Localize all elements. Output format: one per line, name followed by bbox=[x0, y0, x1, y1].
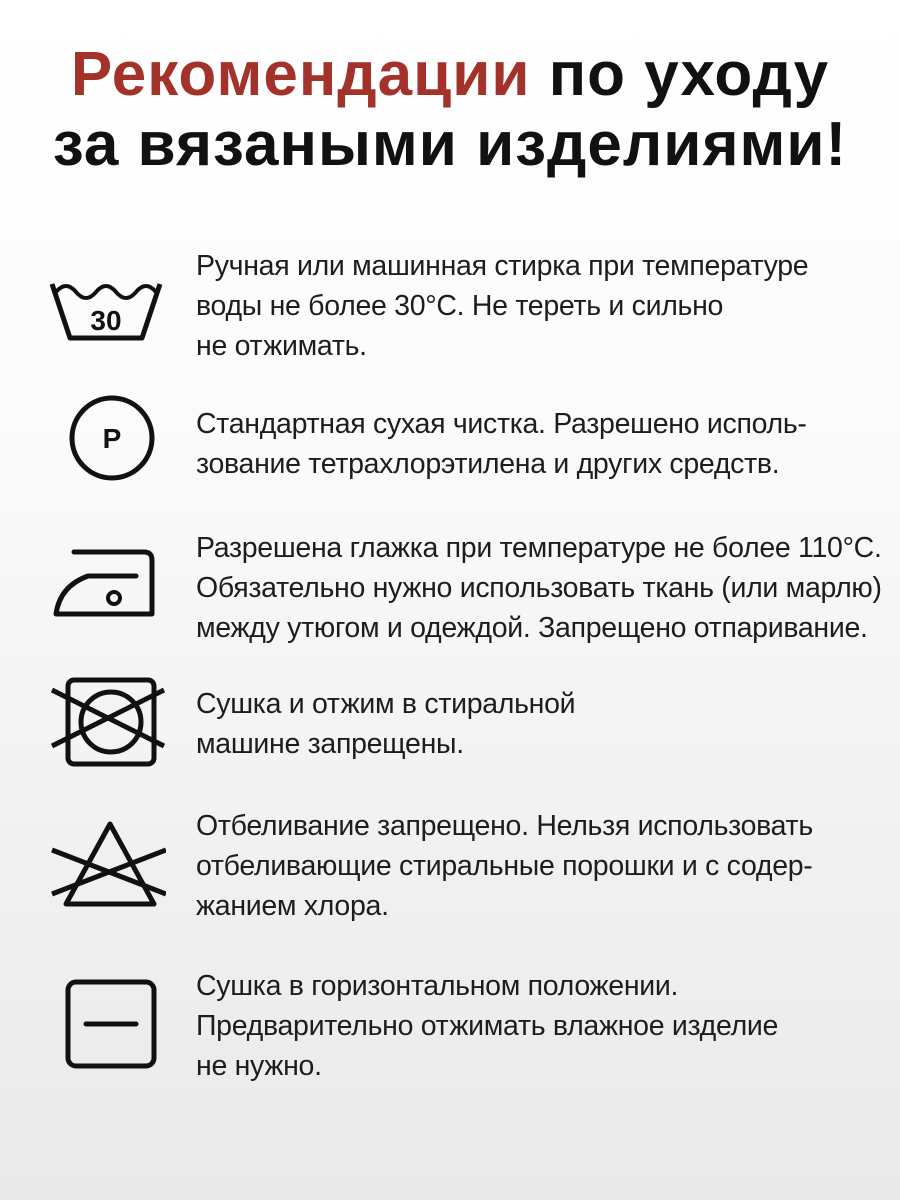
title-accent: Рекомендации bbox=[70, 40, 531, 109]
care-text-dry-flat bbox=[196, 966, 876, 1086]
no-tumble-dry-icon bbox=[46, 676, 166, 776]
dry-flat-icon bbox=[46, 976, 166, 1076]
washing-30-label: 30 bbox=[90, 305, 122, 336]
washing-30-icon bbox=[46, 260, 166, 360]
dry-clean-p-label: P bbox=[102, 423, 122, 454]
care-text-iron bbox=[196, 528, 882, 648]
care-line: Сушка и отжим в стиральной bbox=[196, 688, 576, 720]
care-text-dry-clean bbox=[196, 404, 876, 484]
care-line: машине запрещены. bbox=[196, 728, 464, 760]
care-line: не отжимать. bbox=[196, 330, 367, 362]
no-bleach-icon-svg bbox=[46, 820, 166, 920]
dry-flat-icon-svg bbox=[46, 976, 166, 1076]
title-line-1-rest: по уходу bbox=[530, 40, 830, 109]
iron-low-temp-icon-svg bbox=[46, 534, 166, 634]
care-line: между утюгом и одеждой. Запрещено отпаривание. bbox=[196, 612, 868, 644]
care-text-no-tumble bbox=[196, 684, 876, 764]
care-line: жанием хлора. bbox=[196, 890, 389, 922]
care-line: Отбеливание запрещено. Нельзя использовать bbox=[196, 810, 813, 842]
no-bleach-icon bbox=[46, 820, 166, 920]
care-line: Ручная или машинная стирка при температуре bbox=[196, 250, 809, 282]
title-line-1 bbox=[0, 40, 900, 110]
dry-clean-p-icon bbox=[46, 394, 166, 494]
care-line: зование тетрахлорэтилена и других средств. bbox=[196, 448, 780, 480]
iron-low-temp-icon bbox=[46, 534, 166, 634]
care-line: отбеливающие стиральные порошки и с содер- bbox=[196, 850, 813, 882]
page-title bbox=[0, 40, 900, 180]
care-text-no-bleach bbox=[196, 806, 876, 926]
title-line-2: за вязаными изделиями! bbox=[52, 110, 848, 179]
care-line: Сушка в горизонтальном положении. bbox=[196, 970, 679, 1002]
dry-clean-p-icon-svg bbox=[46, 394, 166, 494]
care-line: Обязательно нужно использовать ткань (или марлю) bbox=[196, 572, 882, 604]
no-tumble-dry-icon-svg bbox=[46, 676, 166, 776]
care-line: воды не более 30°С. Не тереть и сильно bbox=[196, 290, 724, 322]
care-text-washing bbox=[196, 246, 876, 366]
care-line: Предварительно отжимать влажное изделие bbox=[196, 1010, 779, 1042]
care-line: не нужно. bbox=[196, 1050, 322, 1082]
washing-30-icon-svg bbox=[46, 260, 166, 360]
care-line: Разрешена глажка при температуре не более 110°С. bbox=[196, 532, 882, 564]
care-line: Стандартная сухая чистка. Разрешено исполь- bbox=[196, 408, 807, 440]
